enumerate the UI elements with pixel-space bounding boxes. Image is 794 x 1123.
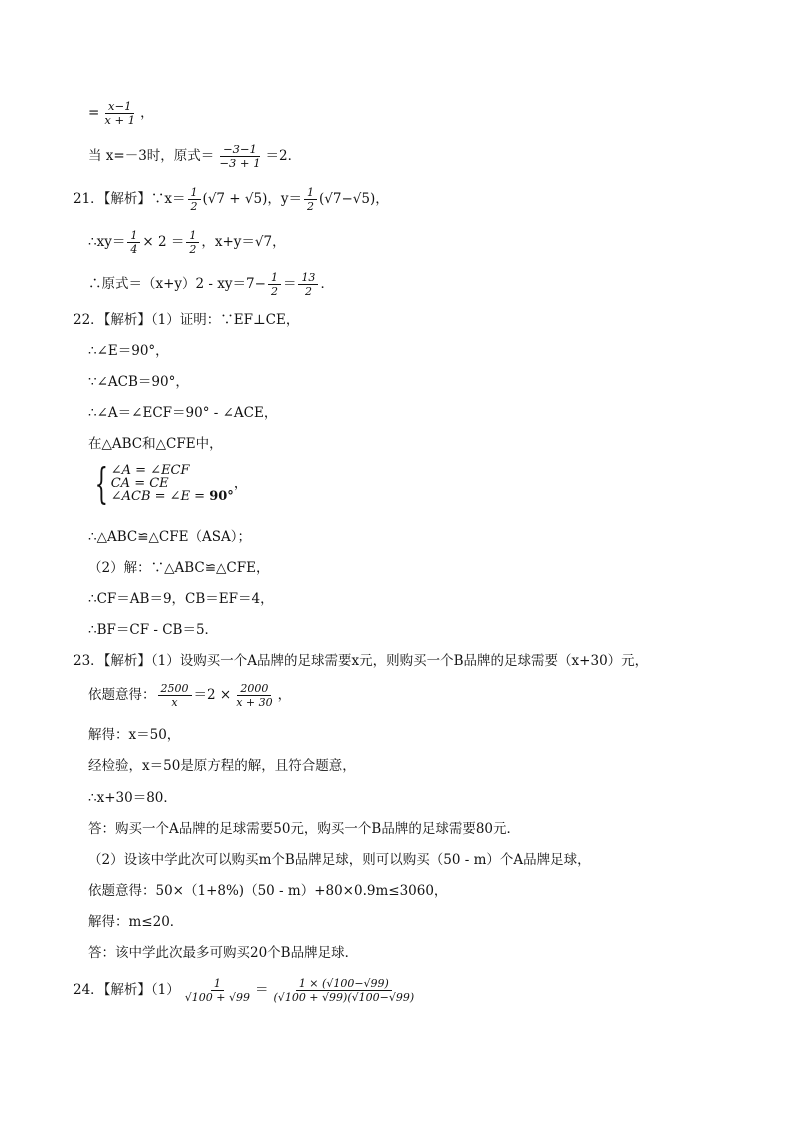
q21-line-2 xyxy=(88,229,286,256)
q22-line-5: 在△ABC和△CFE中， xyxy=(88,436,223,452)
text: (√7−√5)， xyxy=(318,191,389,207)
fraction xyxy=(233,682,275,709)
text: 依题意得： xyxy=(88,687,156,703)
equals-sign: = xyxy=(88,105,100,121)
fraction xyxy=(127,229,140,256)
q23-line-10: 答：该中学此次最多可购买20个B品牌足球． xyxy=(88,945,359,961)
punctuation: ， xyxy=(140,105,154,121)
q22-line-1: 22．【解析】（1）证明：∵EF⊥CE， xyxy=(73,312,300,328)
fraction-denominator: 2 xyxy=(306,200,314,213)
fraction xyxy=(304,186,317,213)
text: ＝ xyxy=(255,982,269,998)
punctuation: ， xyxy=(277,687,292,703)
fraction-numerator: −3−1 xyxy=(220,143,260,157)
fraction-numerator: 2000 xyxy=(237,682,271,696)
fraction-denominator: 2 xyxy=(304,285,312,298)
fraction-denominator: x xyxy=(171,696,178,709)
fraction-denominator: 4 xyxy=(130,243,138,256)
fraction-numerator: 2500 xyxy=(158,682,192,696)
fraction-denominator: 2 xyxy=(190,200,198,213)
system-rows xyxy=(111,464,234,504)
q23-line-5: ∴x+30＝80． xyxy=(88,790,177,806)
fraction xyxy=(158,682,192,709)
left-brace-icon: { xyxy=(94,459,109,508)
fraction xyxy=(101,100,138,127)
q22-line-7: （2）解：∵△ABC≌△CFE， xyxy=(88,560,270,576)
fraction-numerator: 1 xyxy=(304,186,317,200)
text: ＝2． xyxy=(265,148,302,164)
q22-line-3: ∵∠ACB＝90°， xyxy=(88,374,189,390)
fraction-denominator: 2 xyxy=(270,285,278,298)
q23-line-3: 解得：x＝50， xyxy=(88,727,181,743)
fraction-numerator: 1 xyxy=(211,977,224,991)
fraction xyxy=(298,271,318,298)
text: 当 x=－3时，原式＝ xyxy=(88,148,215,164)
line-substitution xyxy=(88,143,301,170)
punctuation: ， xyxy=(233,475,248,492)
q23-line-7: （2）设该中学此次可以购买m个B品牌足球，则可以购买（50 - m）个A品牌足球， xyxy=(88,852,591,868)
text: ∴xy＝ xyxy=(88,234,126,250)
q23-line-4: 经检验，x＝50是原方程的解，且符合题意， xyxy=(88,758,356,774)
fraction-numerator: x−1 xyxy=(105,100,134,114)
fraction xyxy=(188,186,201,213)
text: (√7 + √5)，y＝ xyxy=(202,191,302,207)
fraction xyxy=(182,977,253,1004)
fraction-numerator: 1 × (√100−√99) xyxy=(296,977,392,991)
text: × 2 ＝ xyxy=(142,234,185,250)
fraction-denominator: (√100 + √99)(√100−√99) xyxy=(273,991,415,1004)
line-fraction-result xyxy=(88,100,154,127)
text: ∴原式＝（x+y）2 - xy＝7− xyxy=(88,276,266,292)
fraction-denominator: 2 xyxy=(189,243,197,256)
fraction xyxy=(186,229,199,256)
q22-line-6: ∴△ABC≌△CFE（ASA）； xyxy=(88,529,251,545)
equation-system xyxy=(88,459,234,508)
fraction xyxy=(216,143,263,170)
system-row-2: CA = CE xyxy=(110,476,169,491)
q22-equation-system xyxy=(88,459,248,508)
text: ，x+y＝√7， xyxy=(201,234,286,250)
text: ＝ xyxy=(282,276,297,292)
system-row-3-text: ∠ACB = ∠E = xyxy=(110,489,210,504)
q21-line-1 xyxy=(73,186,389,213)
system-row-3 xyxy=(111,490,234,503)
q23-line-9: 解得：m≤20． xyxy=(88,914,184,930)
q24-line-1 xyxy=(73,977,419,1004)
q23-line-8: 依题意得：50×（1+8%)（50 - m）+80×0.9m≤3060， xyxy=(88,883,448,899)
text: ＝2 × xyxy=(193,687,232,703)
fraction-denominator: √100 + √99 xyxy=(184,991,251,1004)
fraction-denominator: x + 30 xyxy=(236,696,273,709)
text: 21．【解析】∵x＝ xyxy=(73,191,186,207)
fraction-denominator: x + 1 xyxy=(104,113,136,127)
fraction xyxy=(271,977,418,1004)
fraction xyxy=(268,271,281,298)
fraction-numerator: 1 xyxy=(268,271,281,285)
q22-line-8: ∴CF＝AB＝9，CB＝EF＝4， xyxy=(88,591,274,607)
q22-line-9: ∴BF＝CF - CB＝5． xyxy=(88,622,219,638)
q21-line-3 xyxy=(88,271,334,298)
fraction-denominator: −3 + 1 xyxy=(219,156,261,170)
fraction-numerator: 1 xyxy=(186,229,199,243)
q23-line-1: 23．【解析】（1）设购买一个A品牌的足球需要x元，则购买一个B品牌的足球需要（x+30）元， xyxy=(73,653,649,669)
fraction-numerator: 1 xyxy=(188,186,201,200)
text: ． xyxy=(320,276,334,292)
q23-line-6: 答：购买一个A品牌的足球需要50元，购买一个B品牌的足球需要80元． xyxy=(88,821,521,837)
fraction-numerator: 1 xyxy=(127,229,140,243)
q22-line-4: ∴∠A＝∠ECF＝90° - ∠ACE， xyxy=(88,405,278,421)
q22-line-2: ∴∠E＝90°， xyxy=(88,343,169,359)
text: 24．【解析】（1） xyxy=(73,982,180,998)
fraction-numerator: 13 xyxy=(298,271,318,285)
system-row-3-value: 90° xyxy=(209,489,234,504)
system-row-1: ∠A = ∠ECF xyxy=(110,463,190,478)
q23-line-2 xyxy=(88,682,291,709)
